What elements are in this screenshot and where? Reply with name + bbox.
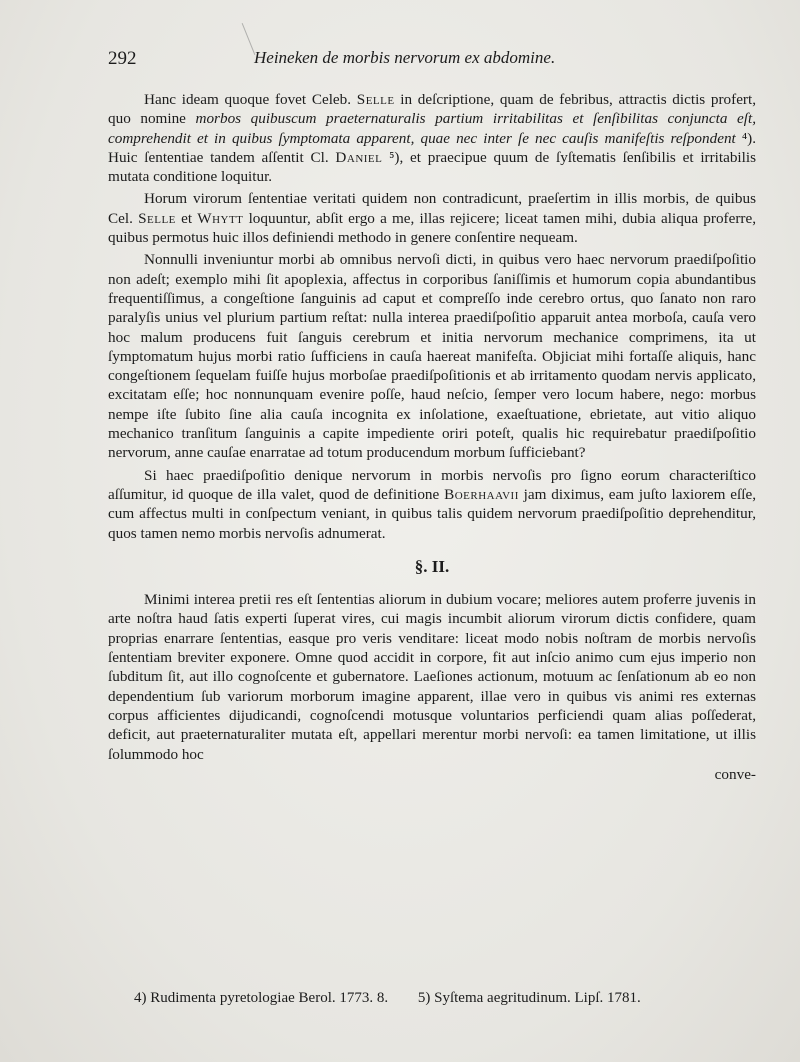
text-run: Hanc ideam quoque fovet Celeb. bbox=[144, 91, 357, 108]
paragraph bbox=[108, 90, 756, 186]
page-number: 292 bbox=[108, 48, 137, 69]
text-run: ⁵), et praecipue quum de ſyſtematis ſenſibilis et irritabilis mutata conditione loquitur. bbox=[108, 148, 756, 186]
paragraphs-before-section bbox=[108, 90, 756, 543]
text-run: Whytt bbox=[197, 209, 244, 227]
paragraphs-after-section bbox=[108, 590, 756, 764]
text-run: Si haec praediſpoſitio denique nervorum in morbis nervoſis pro ſigno eorum characteriſtico aſſumitur, id quoque de illa valet, quod de definitione bbox=[108, 466, 756, 503]
text-run: ⁴). Huic ſententiae tandem aſſentit Cl. bbox=[108, 129, 756, 166]
text-run: loquuntur, abſit ergo a me, illas rejicere; liceat tamen mihi, dubia aliqua proferre, quibus permotus huic illos definiendi methodo in genere conſentire nequeam. bbox=[108, 209, 757, 247]
paragraph bbox=[108, 590, 756, 764]
text-run: morbos quibuscum praeternaturalis partium irritabilitas et ſenſibilitas conjuncta eſt, comprehendit et in quibus ſymptomata apparent, quae nec inter ſe nec cauſis manifeſtis reſpondent bbox=[108, 110, 756, 147]
text-run: Boerhaavii bbox=[444, 485, 519, 503]
footnotes bbox=[134, 990, 764, 1007]
text-run: Minimi interea pretii res eſt ſententias aliorum in dubium vocare; meliores autem proferre juvenis in arte noſtra haud ſatis experti ſuperat vires, cui magis incumbit aliorum virorum dictis confidere, quam proprias enarrare ſententias, easque pro veris venditare: liceat modo nobis noſtram de morbis nervoſis ſententiam breviter exponere. Omne quod accidit in corpore, fit aut inſcio animo cum ejus imperio non ſubditum ſit, aut illo cognoſcente et gubernatore. Laeſiones actionum, motuum ac ſenſationum ab eo non dependentium ſub variorum morborum imagine apparent, illae vero in quibus vis animi res externas corpus afficientes dijudicandi, cognoſcendi motusque voluntarios perficiendi quam alias poſſederat, deficit, aut praeternaturaliter mutata eſt, appellari merentur morbi nervoſi: ea tamen limitatione, ut illis ſolummodo hoc bbox=[108, 591, 756, 763]
text-run: Nonnulli inveniuntur morbi ab omnibus nervoſi dicti, in quibus vero haec nervorum praediſpoſitio non adeſt; exemplo mihi ſit apoplexia, affectus in corporibus ſaniſſimis et humorum copia abundantibus frequentiſſimus, a congeſtione ſanguinis ad caput et compreſſo inde cerebro ortus, quo ſanato non raro paralyſis unius vel plurium partium reſtat: nulla interea praediſpoſitio apparuit antea morboſa, cauſa vero hoc malum producens fuit ſanguis cerebrum et initia nervorum mechanice comprimens, ita ut ſymptomatum hujus morbi ratio ſufficiens in cauſa haereat manifeſta. Objiciat mihi fortaſſe aliquis, hanc congeſtionem ſequelam fuiſſe hujus morboſae praediſpoſitionis et ab irritamento quodam nervis applicato, excitatam eſſe; hoc nonnunquam evenire poſſe, haud neſcio, ſemper vero locum habere, nego: morbus nempe iſte ſubito ſine alia cauſa incognita ex inſolatione, exaeſtuatione, ebrietate, aut vitio aliquo mechanico tranſitum ſanguinis a capite impediente oriri poteſt, qualis hic requirebatur praediſpoſitio nervorum, anne cauſae enarratae ad totum producendum morbum ſufficiebant? bbox=[108, 251, 756, 462]
text-run: Horum virorum ſententiae veritati quidem non contradicunt, praeſertim in illis morbis, de quibus Cel. bbox=[108, 190, 756, 227]
catchword: conve- bbox=[714, 765, 756, 783]
text-run: Daniel bbox=[335, 148, 383, 166]
section-heading: §. II. bbox=[414, 556, 450, 576]
body-text bbox=[108, 90, 756, 784]
text-run: et bbox=[175, 209, 198, 227]
running-title: Heineken de morbis nervorum ex abdomine. bbox=[254, 48, 556, 67]
footnote-4: 4) Rudimenta pyretologiae Berol. 1773. 8. bbox=[134, 990, 389, 1006]
text-run: Selle bbox=[356, 91, 395, 108]
paragraph bbox=[108, 189, 756, 247]
page-header bbox=[108, 44, 758, 74]
text-run: jam diximus, eam juſto laxiorem eſſe, cum affectus multi in conſpectum veniant, in quibus talis quidem nervorum praediſpoſitio deprehenditur, quos tamen nemo morbis nervoſis adnumerat. bbox=[108, 485, 756, 542]
footnote-5: 5) Syſtema aegritudinum. Lipſ. 1781. bbox=[417, 990, 641, 1006]
text-run: in deſcriptione, quam de febribus, attractis dictis profert, quo nomine bbox=[108, 91, 757, 128]
paragraph bbox=[108, 250, 756, 462]
paragraph bbox=[108, 466, 756, 543]
text-run: Selle bbox=[138, 209, 176, 227]
